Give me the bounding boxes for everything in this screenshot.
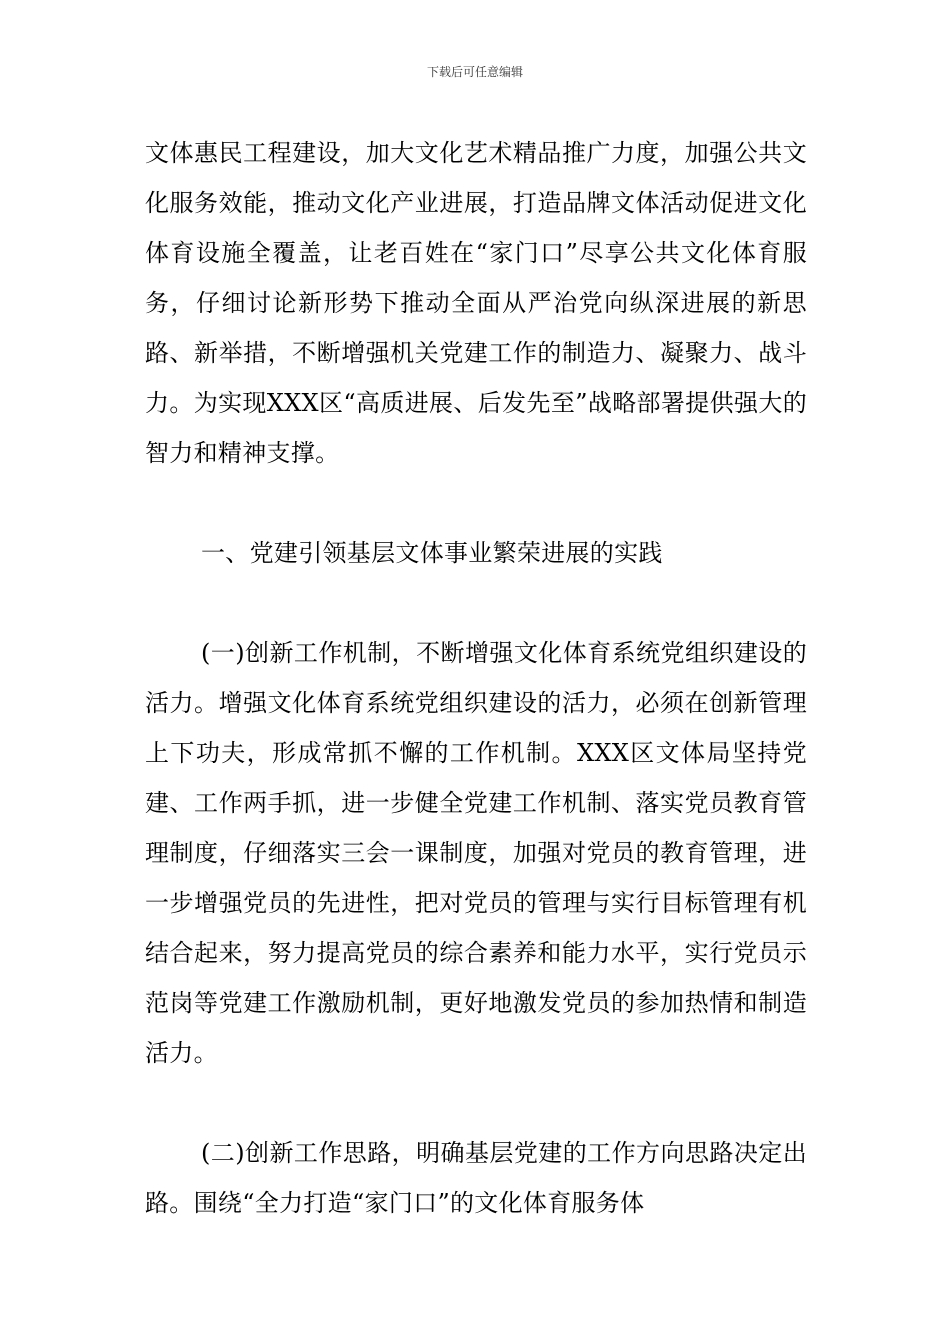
document-body [145, 128, 807, 1228]
paragraph-section-1: (一)创新工作机制，不断增强文化体育系统党组织建设的活力。增强文化体育系统党组织建设的活力，必须在创新管理上下功夫，形成常抓不懈的工作机制。XXX区文体局坚持党建、工作两手抓，进一步健全党建工作机制、落实党员教育管理制度，仔细落实三会一课制度，加强对党员的教育管理，进一步增强党员的先进性，把对党员的管理与实行目标管理有机结合起来，努力提高党员的综合素养和能力水平，实行党员示范岗等党建工作激励机制，更好地激发党员的参加热情和制造活力。 [145, 639, 807, 1067]
paragraph-intro: 文体惠民工程建设，加大文化艺术精品推广力度，加强公共文化服务效能，推动文化产业进展，打造品牌文体活动促进文化体育设施全覆盖，让老百姓在“家门口”尽享公共文化体育服务，仔细讨论新形势下推动全面从严治党向纵深进展的新思路、新举措，不断增强机关党建工作的制造力、凝聚力、战斗力。为实现XXX区“高质进展、后发先至”战略部署提供强大的智力和精神支撑。 [145, 139, 807, 467]
section-heading: 一、党建引领基层文体事业繁荣进展的实践 [201, 539, 663, 567]
paragraph-section-2: (二)创新工作思路，明确基层党建的工作方向思路决定出路。围绕“全力打造“家门口”的文化体育服务体 [145, 1139, 807, 1217]
paragraph-gap [145, 578, 807, 628]
paragraph-gap [145, 478, 807, 528]
paragraph-gap [145, 1078, 807, 1128]
page-header-note: 下载后可任意编辑 [426, 65, 523, 79]
